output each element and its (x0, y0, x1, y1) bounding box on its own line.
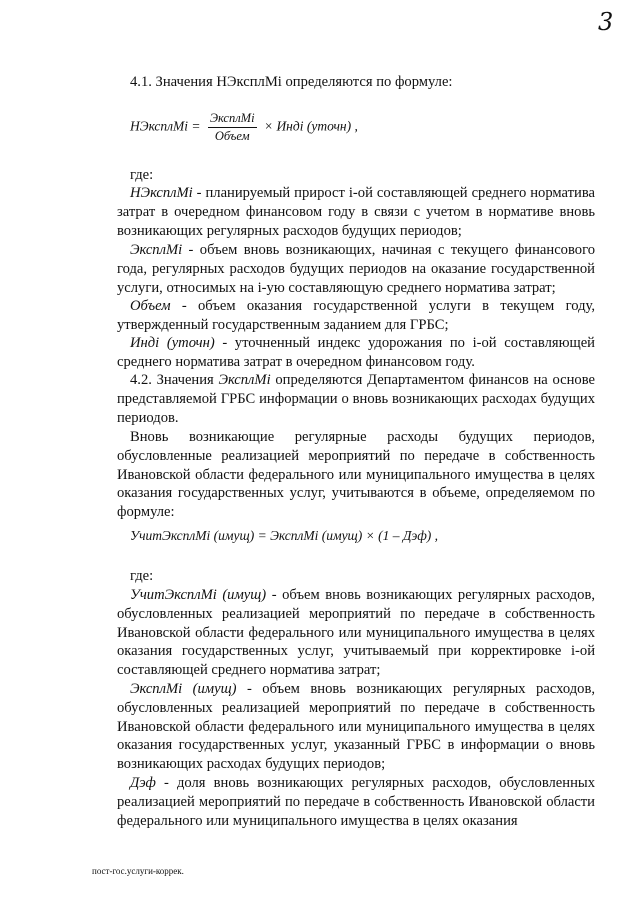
definition-uchitexplm (117, 586, 595, 680)
term-nexplm: НЭксплМi (130, 185, 193, 201)
definition-obem (117, 297, 595, 335)
formula-2: УчитЭксплМi (имущ) = ЭксплМi (имущ) × (1 – Дэф) , (130, 528, 439, 543)
formula-1-denominator: Объем (214, 129, 250, 143)
term-explm-imusch: ЭксплМi (имущ) (130, 681, 237, 697)
footer-filename: пост-гос.услуги-коррек. (92, 866, 184, 876)
definition-def (117, 774, 595, 830)
definition-text: - доля вновь возникающих регулярных расходов, обусловленных реализацией мероприятий по передаче в собственность Ивановской области федерального или муниципального имущества в целях оказания (117, 775, 595, 829)
term-def: Дэф (130, 775, 156, 791)
formula-1-numerator: ЭксплМi (208, 111, 257, 128)
formula-1 (130, 111, 358, 144)
formula-1-rhs: × Индi (уточн) , (263, 118, 358, 134)
term-obem: Объем (130, 298, 171, 314)
term-explm: ЭксплМi (130, 242, 183, 258)
paragraph-new-expenses: Вновь возникающие регулярные расходы будущих периодов, обусловленные реализацией мероприятий по передаче в собственность Ивановской области федерального или муниципального имущества в целях оказания государственных услуг, учитываются в объеме, определяемом по формуле: (117, 429, 595, 521)
definition-text: - уточненный индекс удорожания по i-ой составляющей среднего норматива затрат в очередном финансовом году. (117, 335, 595, 370)
formula-1-lhs: НЭксплМi = (130, 118, 201, 134)
page-number: 3 (598, 8, 614, 36)
definition-explm (117, 241, 595, 297)
where-label-1: где: (130, 167, 154, 183)
definition-text: - объем вновь возникающих регулярных расходов, обусловленных реализацией мероприятий по передаче в собственность Ивановской области федерального или муниципального имущества в целях оказания государственных услуг, учитываемый при корректировке i-ой составляющей среднего норматива затрат; (117, 587, 595, 679)
where-label-2: где: (130, 568, 154, 584)
definition-text: - планируемый прирост i-ой составляющей среднего норматива затрат в очередном финансовом году в связи с учетом в нормативе вновь возникающих регулярных расходов будущих периодов; (117, 185, 595, 239)
formula-1-fraction (208, 111, 257, 144)
section-4-2-text: определяются Департаментом финансов на основе представляемой ГРБС информации о вновь возникающих расходах будущих периодов. (117, 372, 595, 426)
term-uchitexplm: УчитЭксплМi (имущ) (130, 587, 267, 603)
section-4-2 (117, 371, 595, 427)
definition-text: - объем вновь возникающих, начиная с текущего финансового года, регулярных расходов будущих периодов на оказание государственной услуги, относимых на i-ую составляющую среднего норматива затрат; (117, 242, 595, 296)
definition-text: - объем вновь возникающих регулярных расходов, обусловленных реализацией мероприятий по передаче в собственность Ивановской области федерального или муниципального имущества в целях оказания государственных услуг, указанный ГРБС в информации о вновь возникающих расходах будущих периодов; (117, 681, 595, 773)
term-explm-2: ЭксплМi (218, 372, 271, 388)
section-4-1-heading: 4.1. Значения НЭксплМi определяются по формуле: (130, 74, 453, 90)
definition-ind (117, 334, 595, 372)
definition-nexplm (117, 184, 595, 240)
definition-explm-imusch (117, 680, 595, 774)
term-ind: Индi (уточн) (130, 335, 215, 351)
definition-text: - объем оказания государственной услуги в текущем году, утвержденный государственным заданием для ГРБС; (117, 298, 595, 333)
section-4-2-prefix: 4.2. Значения (130, 372, 219, 388)
